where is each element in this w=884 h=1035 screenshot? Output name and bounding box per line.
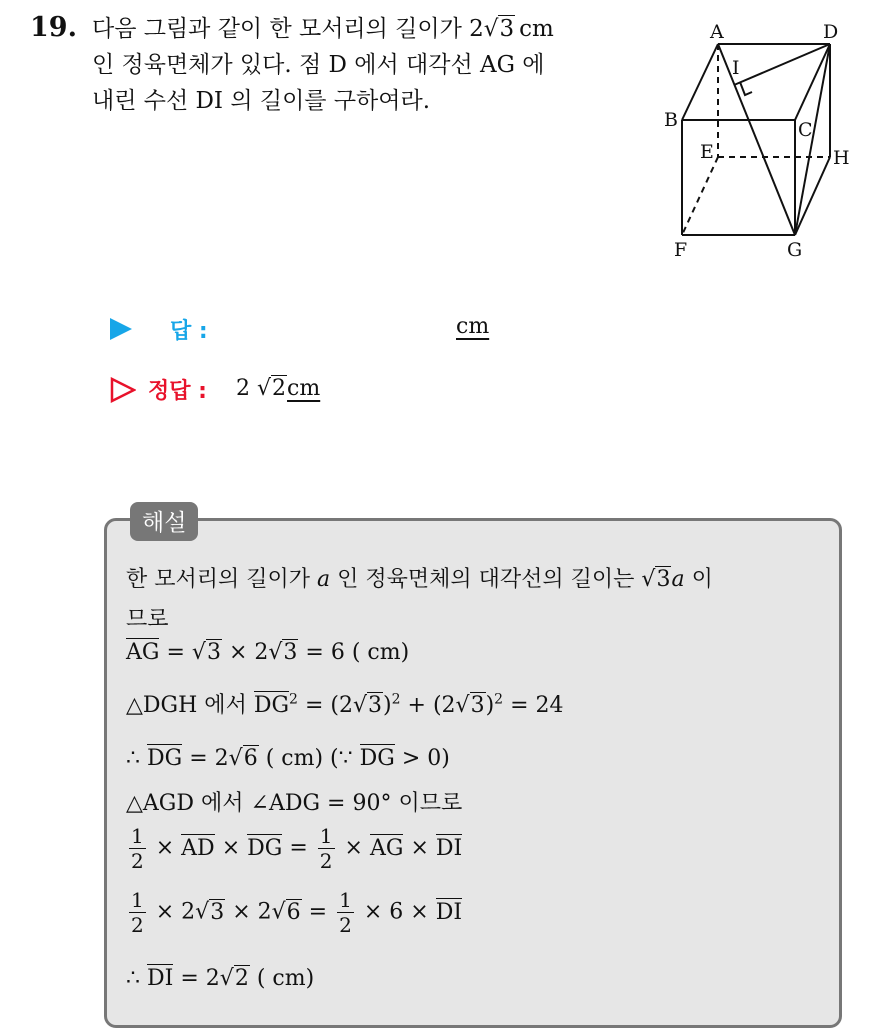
solution-line-8: $\frac{1}{2}$ × 2√3 × 2√6 = $\frac{1}{2}$ × 6 × DI (131, 888, 463, 937)
solution-box (104, 518, 842, 1028)
label-i: I (732, 57, 740, 79)
label-a: A (710, 21, 724, 43)
perpendicular-di (734, 44, 830, 85)
edge-ba (682, 44, 718, 120)
solution-tag: 해설 (130, 502, 198, 541)
cube-figure (660, 20, 860, 265)
label-f: F (674, 239, 688, 261)
correct-value: 2 √2cm (236, 376, 321, 401)
question-number: 19. (30, 12, 77, 43)
solution-line-2: 므로 (126, 607, 169, 632)
edge-gh (795, 157, 830, 235)
hidden-edge-ef (682, 157, 718, 235)
right-angle-mark (740, 82, 752, 95)
solution-line-3: AG = √3 × 2√3 = 6 ( cm) (126, 640, 410, 665)
answer-label: 답 : (170, 319, 208, 344)
correct-label: 정답 : (148, 379, 207, 404)
solution-line-6: △AGD 에서 ∠ADG = 90° 이므로 (126, 791, 463, 816)
solution-line-7: $\frac{1}{2}$ × AD × DG = $\frac{1}{2}$ × AG × DI (131, 824, 463, 873)
edge-cd (795, 44, 830, 120)
answer-arrow-icon (110, 318, 132, 340)
solution-line-5: ∴ DG = 2√6 ( cm) (∵ DG > 0) (126, 746, 450, 771)
solution-line-9: ∴ DI = 2√2 ( cm) (126, 966, 315, 991)
question-line-3: 내린 수선 DI 의 길이를 구하여라. (92, 88, 431, 114)
question-line-2: 인 정육면체가 있다. 점 D 에서 대각선 AG 에 (92, 52, 545, 78)
solution-line-1: 한 모서리의 길이가 a 인 정육면체의 대각선의 길이는 √3a 이 (126, 567, 713, 592)
label-b: B (664, 109, 678, 131)
solution-line-4: △DGH 에서 $DG^2 = (2√3)^2 + (2√3)^2 = 24$ (126, 691, 564, 718)
label-g: G (787, 239, 803, 261)
diagonal-ag (718, 44, 795, 235)
label-e: E (700, 141, 714, 163)
answer-unit: cm (456, 314, 490, 339)
correct-arrow-icon (110, 377, 136, 403)
label-c: C (798, 119, 813, 141)
label-d: D (823, 21, 839, 43)
label-h: H (833, 147, 850, 169)
question-line-1: 다음 그림과 같이 한 모서리의 길이가 2√3 cm (92, 16, 554, 42)
